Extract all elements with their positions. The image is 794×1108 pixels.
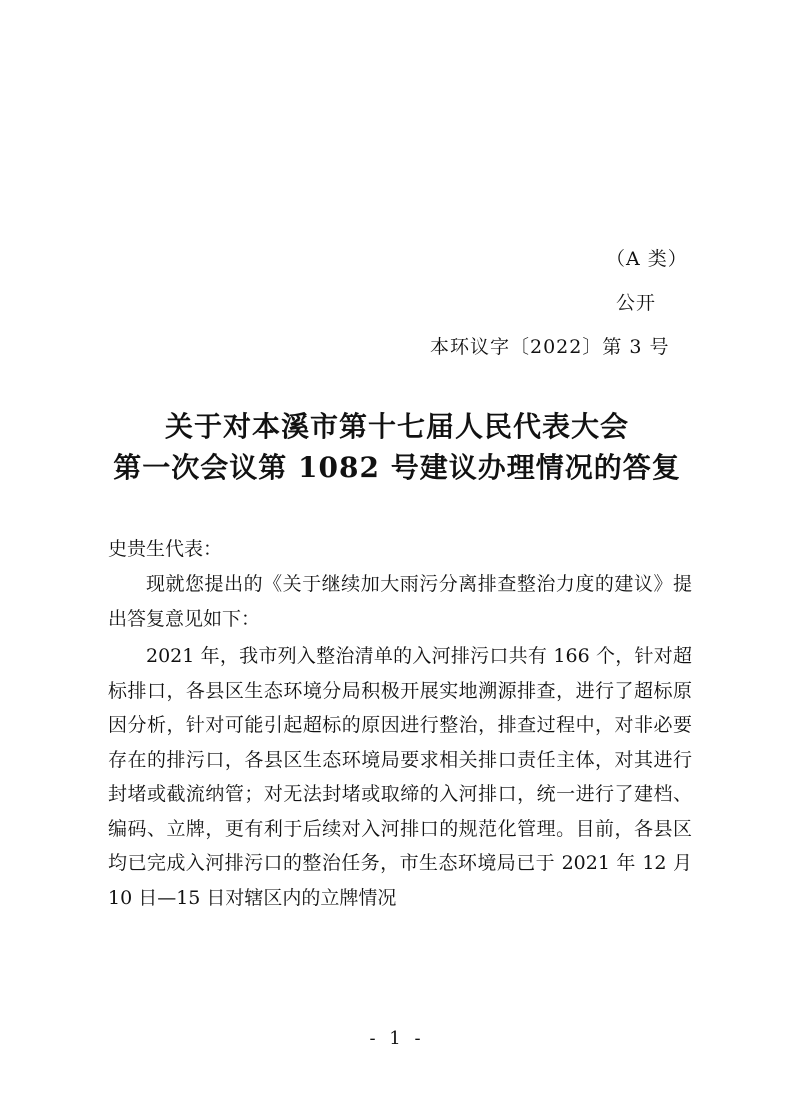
- body-paragraph-1: 现就您提出的《关于继续加大雨污分离排查整治力度的建议》提出答复意见如下：: [108, 573, 692, 630]
- body-paragraph-2: 2021 年，我市列入整治清单的入河排污口共有 166 个，针对超标排口，各县区生态环境分局积极开展实地溯源排查，进行了超标原因分析，针对可能引起超标的原因进行整治，排查过程中，对非必要存在的排污口，各县区生态环境局要求相关排口责任主体，对其进行封堵或截流纳管；对无法封堵或取缔的入河排口，统一进行了建档、编码、立牌，更有利于后续对入河排口的规范化管理。目前，各县区均已完成入河排污口的整治任务，市生态环境局已于 2021 年 12 月 10 日—15 日对辖区内的立牌情况: [108, 645, 692, 909]
- document-visibility: 公开: [616, 292, 657, 314]
- document-title-line-2: 第一次会议第 1082 号建议办理情况的答复: [113, 451, 681, 484]
- salutation: 史贵生代表：: [108, 538, 223, 560]
- document-title-line-1: 关于对本溪市第十七届人民代表大会: [164, 410, 629, 443]
- document-number: 本环议字〔2022〕第 3 号: [430, 336, 670, 358]
- document-category: （A 类）: [606, 248, 688, 270]
- page-number: - 1 -: [369, 1028, 425, 1049]
